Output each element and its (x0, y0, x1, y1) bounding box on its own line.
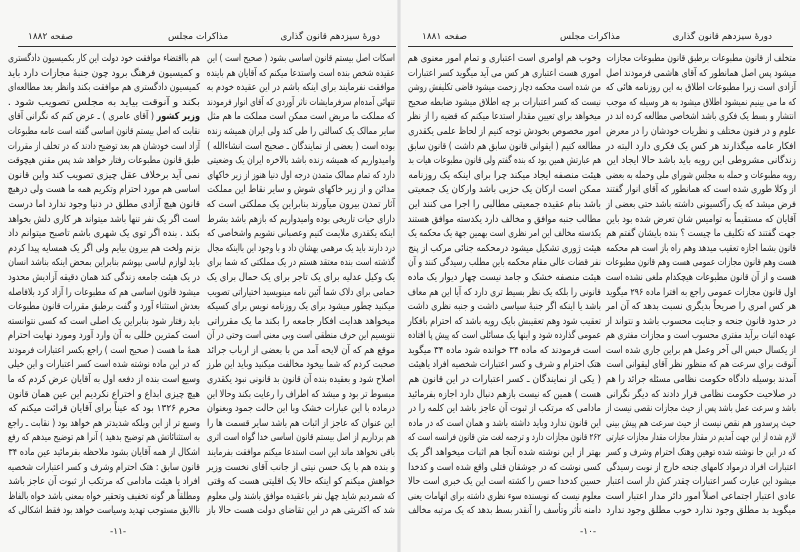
text-line: میشود قانون اساسی هم که مطبوعات را آزاد کرد بلافاصله (8, 286, 200, 298)
text-line: موقع هم که آن لایحه آمد من با بعضی از ارباب جرائد (207, 344, 395, 356)
text-line: وسیع است بنده از دفعه اول به آقایان عرض کردم که ما (7, 374, 200, 386)
text-line: افکار عامه میگذارند هر کس یک فکری دارد البته در (605, 140, 796, 152)
text-line: وسیع تر از این وبلکه شدیدتر هم خواهد بود ( نقابت ـ راجع (7, 417, 201, 429)
text-line: من شده است محکمه دچار زحمت میشود قاضی تکلیفش روشن (408, 82, 601, 94)
text-line: میشود پس اصل همانطور که آقای هاشمی فرمودند اصل (606, 67, 796, 79)
text-line: باشد یا اینکه اگر جنبهٔ سیاسی داشت و جنبه نظری داشت (407, 301, 601, 313)
text-line: درد دارند باید یک مرهمی بهشان داد و با وجود این بااینکه مجال (207, 242, 395, 254)
header-page-label: صفحه ۱۸۸۱ (422, 32, 468, 42)
text-line: هیئت ژوری تشکیل میشود درمحکمه جنائی مرکب از پنج (408, 242, 601, 254)
text-line (8, 110, 200, 125)
text-line: افراد یا هیئت مادامی که مرتکب از ثبوت آن عاجز باشد (8, 476, 201, 488)
text-line: ( یکی از نمایندگان ـ کسر اعتبارات در این قانون هم (408, 374, 601, 386)
text-line: هم عبارتش همین بود که بنده گفتم ولی قانون مطبوعات هیات بد (408, 155, 601, 167)
text-line: مطالعه کنیم ( ایقوانی قانون سابق هم داشت ) قانون سابق (407, 140, 601, 152)
text-line: میخواهد برای تعیین مقدار استدعا میکنم که قضیه را از نظر (407, 111, 601, 123)
text-line: آقایان که مستقیماً به توامیس شان تعرض شده بود باین (606, 213, 796, 225)
text-line: علوم و در فنون مختلف و نظریات خودشان را در معرض (606, 125, 796, 137)
text-line: لازم شده از این جهت آمدیم در مقدار مجازات مقدار مجازات عبارتی (606, 432, 796, 444)
text-line: در حدود قانون جنحه و جنایت محسوب باشد و نتواند از (605, 315, 796, 327)
text-line: زندگانی مشروطی این رویه باید باشد حالا ایجاد این (606, 155, 796, 167)
text-line: مادامی که مرتکب از ثبوت آن عاجز باشد این کلمه را در (408, 403, 601, 415)
text-line: میخواهد هدایت افکار جامعه را بکند ما یک مقرراتی (207, 315, 395, 327)
text-line: نفر قضات عالی مقام محکمه باین مطلب رسیدگی کنند و آن (408, 257, 601, 269)
text-line: قانون سابق : هتک احترام وشرف و کسر اعتبارات شخصیه (7, 461, 200, 473)
text-line: کمیسیون دادگستری هم موافقت بکند وانظر بعد مطالعه‌ای (7, 82, 200, 94)
text-line: که در این ماده نوشته شده است کسر اعتبارات و این خیلی (7, 359, 201, 371)
text-line: هست وهم قانون مجازات عمومی هست وهم قانون مطبوعات (605, 257, 796, 269)
text-line: است فرمودند که ماده ۳۴ خوانده شود ماده ۳۴ میگوید (407, 344, 601, 356)
text-line: هر کس امری را صریحاً بدیگری نسبت بدهد که آن امر (605, 301, 796, 313)
text-line: مبسوط تر بود و میشد که اطراف را رعایت بکند وحالا این (206, 388, 395, 400)
text-line: دارای حیات تاریخی بوده وامیدواریم که بازهم باشد بشرط (207, 213, 395, 225)
text-line: عقیده شخص بنده است واستدعا میکنم که آقایان هم باینده (206, 67, 395, 79)
text-line: و کمیسیون فرهنگ برود چون جنبهٔ مجازات دارد باید (7, 67, 201, 79)
text-line: که ما می بینیم نمیشود اطلاق میشود به هر وسیله که موجب (606, 96, 796, 108)
text-line: ۲۶۲ قانون مجازات دارد و ترجمه لغت متن قانون فرانسه است که (407, 432, 601, 444)
text-line: انتشار و بسط یک فکری باشد اشخاصی مطالعه کرده اند در (605, 111, 796, 123)
text-line: آثار تمدن بیرون میآورند بنابراین یک مملکتی است که (206, 198, 395, 210)
text-line: به استثنائاتش هم توضیح بدهید ) آنرا هم توضیح میدهم که رفع (7, 432, 200, 444)
text-line: است کمترین خللی به آن وارد آورد ومورد نهایت احترام (7, 330, 201, 342)
text-line: جهت گفتند که تکلیف ما چیست ؟ بنده بایشان گفتم هم (606, 228, 796, 240)
text-line: باید رفتار شود بنابراین یک اصلی است که کسی نتوانسته (7, 315, 200, 327)
text-line: بهتر از این نوشته شده آنجا هم اثبات میخواهد اگر یک (407, 447, 601, 459)
text-line: در صلاحیت حکومت نظامی قرار دادند که دیگر نگرانی (606, 388, 796, 400)
text-line: باقی نخواهد ماند این است استدعا میکنم موافقت بفرمایند (207, 447, 395, 459)
text-line: قانون هیچ آزادی مطلق در دنیا وجود ندارد اما درست (8, 198, 200, 210)
text-line: هم بااقتضاء موافقت خود دولت این کار بکمیسیون دادگستری (7, 53, 201, 64)
text-line: شد که اکثریتی هم در این تقاضای دولت هست حالا باز (206, 505, 395, 517)
text-line: هتک احترام و شرف و کسر اعتبارات شخصیه افراد یاهیئت (408, 359, 601, 371)
text-line: از یکسال حبس الی آخر وعمل هم براین جاری شده است (605, 344, 796, 356)
text-line: هیچ چیزی ابداع و اختراع نکردیم این عین همان قانون (8, 388, 200, 400)
text-line: میگوید بد مطلق وجود ندارد خوب مطلق وجود ندارد (606, 505, 796, 517)
text-line: طبق قانون مطبوعات رفتار خواهد شد پس مقنن هیچوقت (7, 155, 201, 167)
text-line: صحبت کردم که شما بیخود مخالفت میکنید وباید این طرز (206, 359, 395, 371)
text-line: اصلاح شود و بعقیده بنده آن قانون بد قانونی نبود یکقدری (206, 374, 395, 386)
text-line: باید لوازم لباسی بپوشم بنابراین بمحض اینکه بناشد انسان (8, 257, 200, 269)
text-line: و بنده هم با یک حسن نیتی از جانب آقای نخست وزیر (206, 461, 395, 473)
text-line: ومطلقاً هر گونه تخفیف وتحقیر خواه بمعنی باشد خواه بالفاظ (8, 490, 201, 502)
text-line: هیئت منصفه خشک و جامد نیست چهار دیوار یک ماده (407, 271, 601, 283)
text-line: بکند و آنوقت بیاید به مجلس تصویب شود . (7, 96, 200, 108)
text-column-left (8, 52, 200, 519)
header-page-label: صفحه ۱۸۸۲ (28, 32, 74, 42)
text-line: که مملکت ما مریض است ممکن است مملکت ما هم مثل (207, 111, 395, 123)
text-line: باشد و سرعت عمل باشد پس از حیث مجازات نقصی نیست از (605, 403, 796, 415)
header-rule (18, 46, 396, 47)
text-line: عادی اعتبار اجتماعی اصلاً امور دائر مدار اعتبار است (605, 490, 796, 502)
text-line: حمامی برای دلاک شما آئین نامه مینویسید اختیاراتی تصویب (207, 286, 395, 298)
text-line: یکدسته مخالف این امر نظری است بهمین جهة یک محکمه یک (407, 228, 601, 240)
text-line: سایر ممالک یک کسالتی را طی کند ولی ایران همیشه زنده (207, 125, 395, 137)
text-line: ننویسیم این حرف منطقی است وبی معنی است وحتی در آن (206, 330, 395, 342)
text-line: هم برداریم از اصل بیستم قانون اساسی خدا گواه است اثری (206, 432, 395, 444)
text-line: نیست که کسر اعتبارات بر چه اطلاق میشود ضابطه صحیح (407, 96, 601, 108)
text-line: حسین کدخدا حسن را کشته است این یک خبری است حالا (408, 476, 601, 488)
page-number: -۱۱- (110, 527, 127, 537)
text-line: تنهائی آمده‌ام سرفرمایشات ناثر آوردی که آقای انوار فرمودند (206, 96, 395, 108)
text-line: موافقت نفرمایند برای اینکه باشم در این عقیده خودم به (206, 82, 395, 94)
text-line: متخلف از قانون مطبوعات برطبق قانون مطبوعات مجازات (606, 53, 796, 64)
text-line: یک وکیل عدلیه برای یک تاجر برای یک حمال برای یک (206, 271, 395, 283)
text-line: معلوم نیست که نویسنده سوء نظری داشته برای اتهامات یعنی (407, 490, 601, 502)
speaker-name: وزیر کشور (156, 111, 200, 123)
text-line: تعقیب شود وهم تعقیبش بایک رویه باشد که احترام بافکار (407, 315, 601, 327)
text-line: است اگر یک نفر تنها باشد میتواند هر کاری دلش بخواهد (7, 213, 200, 225)
text-line: ممکن است ارکان یک حزبی باشد وارکان یک جمعیتی (407, 184, 601, 196)
text-line: حیث پرسدور هم نقص نیست از حیث سرعت هم پیش بینی (605, 417, 796, 429)
text-line: قانون بشما اجازه تعقیب میدهد وهم راه باز است هم محکمه (606, 242, 796, 254)
text-line: اینکه یکقدری ملایمت کنیم وعصبانی نشویم واشخاصی که (207, 228, 395, 240)
text-line: هست ) همین که نیست بازهم دنبال دارد اجازه بفرمائید (407, 388, 601, 400)
text-line: میکنید چطور میشود برای یک روزنامه نویس برای کسیکه (206, 301, 395, 313)
text-line: آنوقت برای سرعت هم که منظور نظر آقای لیقوانی است (606, 359, 796, 371)
header-title: مذاکرات مجلس (560, 32, 621, 42)
text-line: بکند . بنده اگر توی یک شهری باشم تاصبح میتوانم داد (8, 228, 200, 240)
text-line: آمدند بوسیله دادگاه حکومت نظامی مسئله جرائد را هم (605, 374, 796, 386)
header-session: دورهٔ سیزدهم قانون گذاری (280, 32, 380, 42)
text-line: وامیدواریم که همیشه زنده باشد بالاخره ایران یک وضعیتی (207, 155, 395, 167)
text-line: که در این جا نوشته شده توهین وهتک احترام وشرف و کسر (606, 447, 796, 459)
text-line: محرم ۱۳۲۶ بود که عیناً برای آقایان قرائت میکنم که (8, 403, 200, 415)
header-session: دورهٔ سیزدهم قانون گذاری (672, 32, 772, 42)
page-1881 (400, 0, 800, 552)
text-line: همهٔ ما هست ( صحیح است ) راجع بکسر اعتبارات فرمودند (8, 344, 201, 356)
text-line: خواهش میکنم کو اینکه حالا یک اقلیتی هست که وقتی (207, 476, 395, 488)
text-line: هست و از آن قانون مطبوعات هیچکدام ملغی نشده است (605, 271, 796, 283)
text-line: بزنم ولخت هم بیرون بیایم ولی اگر یک همسایه پیدا کردم (8, 242, 200, 254)
text-line: اعتبارات افراد درمواد کامهای جنحه خارج از نوبت رسیدگی (606, 461, 796, 473)
page-number: -۱۰- (580, 527, 597, 537)
text-line: در یک هیئت جامعه زندگی کند همان دقیقه آزادیش محدود (8, 271, 200, 283)
speech-text: ( آقای عامری ) ـ عرض کنم که نگرانی آقای (8, 111, 157, 123)
text-line: باشد بنام عقیده جمعیتی مطالبی را اجرا می کنند این (408, 198, 601, 210)
text-line: آزادی است زیرا مطبوعات اطلاق به این روزنامه هائی که (605, 82, 796, 94)
text-line: اشکال از همه آقایان بشود ملاحظه بفرمائید عین ماده ۳۴ (8, 447, 200, 459)
text-line: عمومی گذارده شود و اینها یک مسائلی است که پیش پا افتاده (408, 330, 601, 342)
text-line: مطالب جنبه موافق و مخالف دارد یکدسته موافق هستند (407, 213, 601, 225)
text-line: گذشته است بنده معتقد هستم در یک مملکتی که شما برای (207, 257, 395, 269)
header-rule (408, 46, 793, 47)
text-line: میشود این عبارت کسر اعتبارات چقدر کش دار است اعتبار (606, 476, 796, 488)
text-line: ناالایق مستوجب تهدید وسیاست خواهد بود فقط اشکالی که (7, 505, 201, 517)
text-line: این قانون ندارد وباید داشته باشد و همان است که در ماده (408, 417, 601, 429)
text-line: این عنوان که عاجز از اثبات هم باشد سایر قسمت ها را (207, 417, 395, 429)
text-line: آزاد است خودشان هم بعد توضیح دادند که در تخلف از مقررات (7, 140, 200, 152)
text-line: از وکلا طوری شده است که همانطور که آقای انوار گفتند (605, 184, 796, 196)
text-line: اول قانون مجازات عمومی راجع به افترا ماده ۲۹۶ میگوید (606, 286, 796, 298)
text-column-left (408, 52, 601, 519)
text-line: هیئت منصفه ایجاد میکند چرا برای اینکه یک روزنامه (408, 169, 601, 181)
text-line: اموری هست اعتباری هر کس می آید میگوید کسر اعتبارات (407, 67, 601, 79)
text-line: بعدش استثناء آورد و گفت برطبق مقررات قانون مطبوعات (8, 301, 201, 313)
text-line: وخوب هم اوامری است اعتباری و تمام امور معنوی هم (407, 53, 601, 64)
text-line: دارد که تمام ممالک متمدن درجه اول دنیا هنوز از زیر خاکهای (207, 169, 395, 181)
text-line: فرض میشد که یک رآکسیونی داشته باشد حتی بعضی از (606, 198, 796, 210)
text-line: اسکات اصل بیستم قانون اساسی بشود ( صحیح است ) این (207, 53, 395, 64)
text-column-right (606, 52, 796, 519)
text-column-right (207, 52, 395, 519)
text-line: که شمردیم شاید چهل نفر باعقیده موافق باشند ولی معلوم (207, 490, 395, 502)
header-title: مذاکرات مجلس (168, 32, 229, 42)
text-line: مدائن و از زیر خاکهای شوش و سایر نقاط این مملکت (207, 184, 395, 196)
text-line: رویه مطبوعات و حمله به مجلس شورای ملی وحمله به بعضی (605, 169, 796, 181)
text-line: قانونی را بلکه یک نظر بسیط تری دارد که آیا این هم معاف (407, 286, 601, 298)
text-line: عهده اثبات برآید مفتری محسوب است و مجازات مفتری هم (605, 330, 796, 342)
text-line: کسی نوشت که در جوشقان قتلی واقع شده است و کدخدا (408, 461, 601, 473)
text-line: دامنه تأثر وتأسف را آنقدر بسط بدهد که یک مرتبه مخالف (408, 505, 601, 517)
text-line: بوده است ( بعضی از نمایندگان ـ صحیح است انشاءالله ) (207, 140, 395, 152)
text-line: نمی آید برخلاف عقل چیزی تصویب کند واین قانون (7, 169, 200, 181)
text-line: اساسی هم مورد احترام وتکریم همه ما هست ولی درهیچ (7, 184, 201, 196)
text-line: نقابت که اصل بیستم قانون اساسی گفته است عامه مطبوعات (7, 125, 201, 137)
text-line: امور مخصوص بخودش توجه کنیم از لحاظ علمی یکقدری (408, 125, 601, 137)
text-line: درماده با این عبارات خشک وبا این حالت جمود وبعنوان (206, 403, 395, 415)
